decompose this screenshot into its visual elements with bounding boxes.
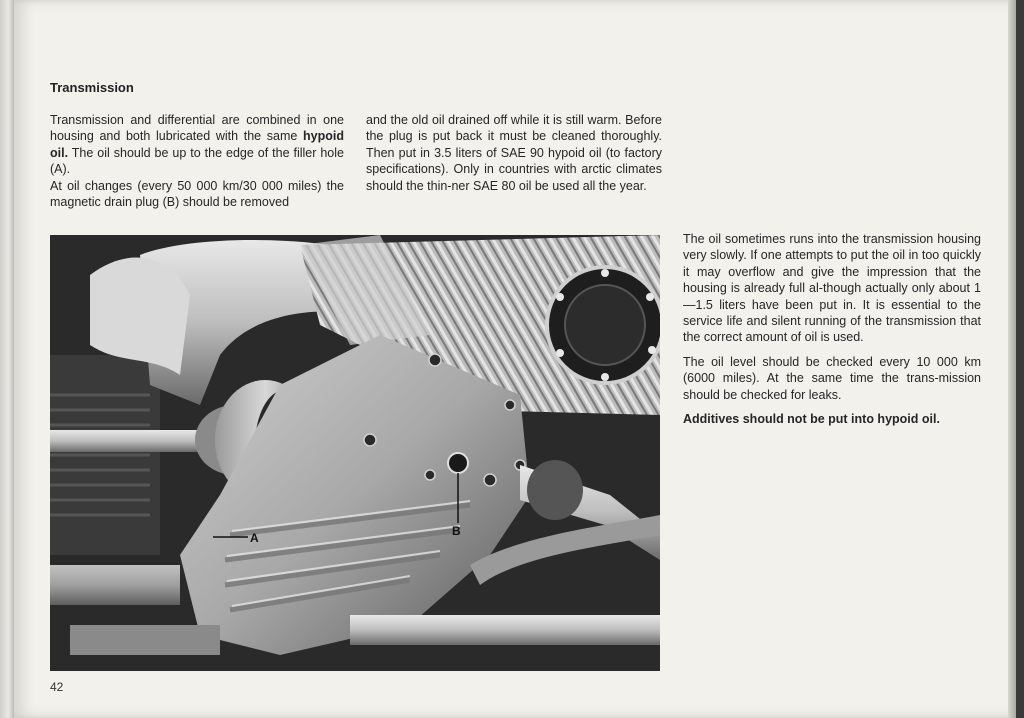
page-number: 42	[50, 680, 64, 694]
transmission-photo	[50, 235, 660, 671]
label-a: A	[250, 531, 259, 545]
col1-p1-bold-term: hypoid oil.	[50, 129, 344, 160]
section-title: Transmission	[50, 80, 134, 95]
page-spine-edge	[0, 0, 14, 718]
page-right-edge	[1008, 0, 1016, 718]
col1-p1-text-b: The oil should be up to the edge of the filler hole (A).	[50, 145, 344, 177]
text-column-2	[366, 112, 662, 194]
col1-paragraph-1	[50, 112, 344, 178]
col3-paragraph-1: The oil sometimes runs into the transmission housing very slowly. If one attempts to put the oil in too quickly it may overflow and give the impression that the housing is already full al-though actually only about 1—1.5 liters have been put in. It is essential to the service life and silent running of the transmission that the correct amount of oil is used.	[683, 232, 981, 345]
col2-paragraph-1: and the old oil drained off while it is still warm. Before the plug is put back it must be cleaned thoroughly. Then put in 3.5 liters of SAE 90 hypoid oil (to factory specifications). Only in countries with arctic climates should the thin-ner SAE 80 oil be used all the year.	[366, 113, 662, 193]
label-b: B	[452, 524, 461, 538]
col1-paragraph-2: At oil changes (every 50 000 km/30 000 miles) the magnetic drain plug (B) should be removed	[50, 178, 344, 210]
col3-paragraph-2: The oil level should be checked every 10 000 km (6000 miles). At the same time the trans-mission should be checked for leaks.	[683, 354, 981, 402]
col3-warning: Additives should not be put into hypoid oil.	[683, 412, 940, 427]
manual-page	[14, 0, 1016, 718]
transmission-photo-illustration	[50, 235, 660, 671]
col1-p1-text-a: Transmission and differential are combined in one housing and both lubricated with the same	[50, 113, 344, 144]
text-column-1	[50, 112, 344, 210]
text-column-3	[683, 231, 981, 435]
